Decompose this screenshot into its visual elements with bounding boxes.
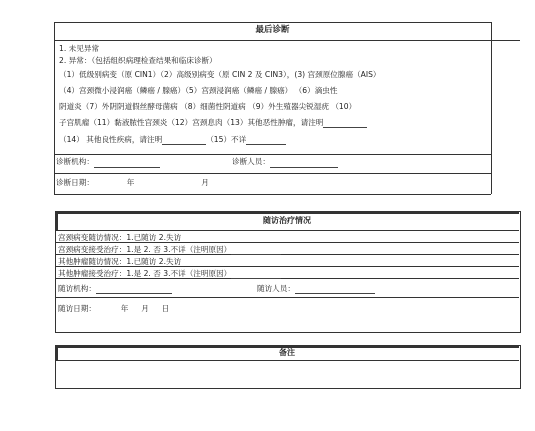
followup-month: 月 — [141, 304, 149, 313]
other-tumor-treatment — [58, 268, 281, 279]
cervical-followup: 宫颈病变随访情况：1.已随访 2.失访 — [58, 233, 182, 242]
diagnosis-year: 年 — [126, 178, 135, 187]
diagnosis-line-2: 2. 异常：（包括组织病理检查结果和临床诊断） — [59, 56, 217, 65]
other-tumor-reason-field[interactable] — [231, 270, 281, 279]
diagnosis-line-1: 1. 未见异常 — [59, 44, 100, 53]
diagnosis-right-border — [491, 22, 492, 194]
diagnosis-row-divider — [54, 154, 491, 155]
followup-person-field[interactable] — [295, 285, 375, 294]
followup-date-label: 随访日期： — [58, 304, 96, 313]
diagnosis-line-7 — [59, 135, 286, 145]
diagnosis-line-14: （14） 其他良性疾病，请注明 — [59, 135, 163, 144]
followup-row — [55, 255, 519, 267]
diagnosis-institution — [56, 156, 160, 168]
final-diagnosis-section — [54, 22, 491, 194]
diagnosis-person-field[interactable] — [270, 159, 338, 168]
other-benign-field[interactable] — [162, 136, 206, 145]
followup-date — [58, 303, 169, 314]
followup-row — [55, 279, 519, 298]
other-tumor-followup: 其他肿瘤随访情况：1.已随访 2.失访 — [58, 257, 182, 266]
diagnosis-institution-label: 诊断机构： — [56, 157, 94, 166]
followup-row — [55, 231, 519, 243]
followup-row — [55, 243, 519, 255]
diagnosis-line-4: （4）宫颈微小浸润癌（鳞癌 / 腺癌）（5）宫颈浸润癌（鳞癌 / 腺癌） （6）滴虫性 — [59, 86, 338, 95]
followup-title: 随访治疗情况 — [55, 211, 519, 231]
diagnosis-person — [232, 156, 338, 168]
diagnosis-title: 最后诊断 — [255, 25, 290, 35]
diagnosis-month: 月 — [201, 178, 209, 187]
diagnosis-title-underline — [54, 40, 520, 41]
diagnosis-line-15: （15）不详 — [206, 135, 247, 144]
diagnosis-line-6 — [59, 118, 367, 128]
diagnosis-bottom-border — [54, 194, 491, 195]
cervical-treatment-reason-field[interactable] — [231, 246, 281, 255]
diagnosis-line-5: 阴道炎（7）外阴阴道假丝酵母菌病 （8）细菌性阴道病 （9）外生殖器尖锐湿疣 （10） — [59, 102, 357, 111]
unknown-field[interactable] — [246, 136, 286, 145]
other-tumor-treatment-text: 其他肿瘤接受治疗：1.是 2. 否 3.不详（注明原因） — [58, 269, 232, 278]
diagnosis-row-divider — [54, 173, 491, 174]
followup-institution-field[interactable] — [96, 285, 172, 294]
diagnosis-left-border — [54, 22, 55, 194]
followup-person-label: 随访人员： — [257, 284, 295, 293]
diagnosis-line-3: （1）低级别病变（原 CIN1）（2）高级别病变（原 CIN 2 及 CIN3），(3) 宫颈原位腺癌（AIS） — [59, 70, 381, 79]
followup-institution — [58, 283, 172, 294]
diagnosis-date — [56, 177, 209, 189]
diagnosis-line-6-text: 子宫肌瘤（11）黏液脓性宫颈炎（12）宫颈息肉（13）其他恶性肿瘤，请注明 — [59, 118, 324, 127]
followup-person — [257, 283, 375, 294]
cervical-treatment-text: 宫颈病变接受治疗：1.是 2. 否 3.不详（注明原因） — [58, 245, 232, 254]
diagnosis-institution-field[interactable] — [94, 159, 160, 168]
remarks-section — [55, 345, 519, 387]
followup-row — [55, 298, 519, 316]
other-malignancy-field[interactable] — [323, 119, 367, 128]
remarks-content-field[interactable] — [56, 361, 518, 386]
followup-year: 年 — [120, 304, 129, 313]
followup-institution-label: 随访机构： — [58, 284, 96, 293]
followup-row — [55, 267, 519, 279]
remarks-title: 备注 — [55, 345, 519, 361]
diagnosis-person-label: 诊断人员： — [232, 157, 270, 166]
diagnosis-date-label: 诊断日期： — [56, 178, 94, 187]
cervical-treatment — [58, 244, 281, 255]
followup-section — [55, 211, 519, 331]
followup-day: 日 — [161, 304, 170, 313]
